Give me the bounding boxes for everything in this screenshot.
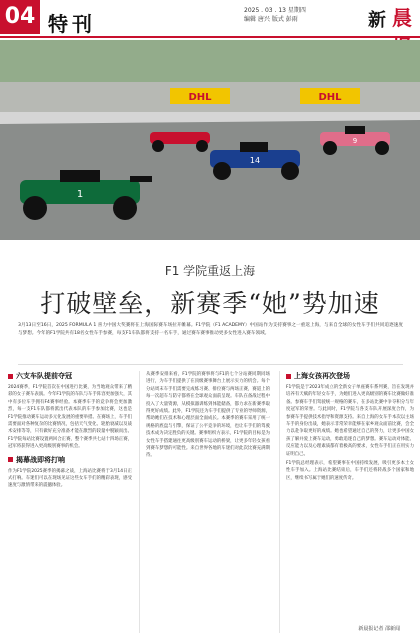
car-number-lead: 1 — [76, 189, 84, 200]
car-number-third: 9 — [352, 137, 358, 145]
column-divider-1 — [139, 371, 140, 633]
subheading-marker-icon — [8, 374, 13, 379]
column-1-body: 2024赛季，F1学院首次在中国进行比赛，为当地观众带来了精彩的女子赛车表演。今年F1学院的车队与车手阵容更加强大，其中有多位车手拥有F4赛事经验。本赛季车手的竞争将会更加激烈，每一支F1车队都将派出代表本队的车手参加比赛，这也是F1学院推动赛车运动多元化发展的重要举措。在赛场上，车手们需要面对各种复杂的比赛情况，包括天气变化、轮胎衰减以及战术安排等等，只有做好充分准备才能在激烈的较量中脱颖而出。F1学院每站比赛设置两回合正赛，整个赛季共七站十四场正赛，冠军将获得进入更高级别赛事的机会。 — [8, 385, 132, 450]
header-rule — [0, 36, 420, 38]
lead-separator — [18, 364, 403, 365]
car-number-second: 14 — [249, 156, 261, 165]
newspaper-logo — [368, 2, 416, 32]
subheading-2 — [8, 455, 132, 465]
subheading-marker-icon — [286, 374, 291, 379]
sponsor-board-text-2: DHL — [318, 92, 342, 103]
logo-left-text: 新 — [368, 10, 386, 31]
column-3-body: F1学院是于2023年成立的全新女子单座赛车系列赛，旨在发现并培养有天赋的年轻女车手，为她们进入更高级别的赛车比赛做好准备。参赛车手们驾驶统一规格的赛车，在多站比赛中争夺积分与年度冠军的荣誉。与此同时，F1学院与各支车队开展深度合作，为参赛车手提供技术指导和资源支持。来自上海的女车手本次以主场车手的身份出战，她表示非常荣幸能够在家乡观众面前比赛，会全力以赴争取更好的成绩。她也希望通过自己的努力，让更多中国女孩了解并爱上赛车运动，勇敢追逐自己的梦想。赛车运动对体能、反应能力以及心理素质都有着极高的要求，女性车手们正在用实力证明自己。 — [286, 385, 414, 457]
trees-band — [0, 40, 420, 82]
column-2-body: 从赛季安排来看，F1学院的赛事将与F1的七个分站赛同期同场进行，为车手们提供了在顶级赛事舞台上展示实力的机会。每个分站周末车手们需要完成练习赛、排位赛与两场正赛，赛道上的每一次超车与防守都将在全球观众面前呈现。车队在备战过程中投入了大量资源，从模拟器训练到体能储备，都力求在新赛季取得更好成绩。此外，F1学院还为车手们提供了专业的导师资源，帮助她们在技术和心理层面全面成长。本赛季的赛车采用了统一规格的底盘与引擎，保证了公平竞争的环境，也让车手们的驾驶技术成为决定胜负的关键。赛事组织方表示，F1学院的目标是为女性车手搭建通往更高级别赛车运动的桥梁，让更多年轻女孩看到赛车梦想的可能性。来自世界各地的车迷们对此次比赛充满期待。 — [146, 372, 270, 459]
subheading-3-text: 上海女孩再次登场 — [294, 372, 350, 380]
article-byline: 新晨报记者 邵新闻 — [358, 626, 400, 632]
subheading-1 — [8, 371, 132, 381]
issue-editor: 编辑 唐兴 版式 彭雨 — [244, 16, 298, 23]
article-headline: 打破壁垒，新赛季“她”势加速 — [40, 289, 380, 318]
subheading-1-text: 六支车队提前夺冠 — [16, 372, 72, 380]
page-number: 04 — [0, 0, 40, 34]
race-photo — [0, 40, 420, 240]
column-divider-2 — [279, 371, 280, 633]
issue-date: 2025 . 03 . 13 星期四 — [244, 7, 306, 14]
article-lead: 3月13日至16日，2025 FORMULA 1 喜力中国大奖赛将在上海国际赛车场拉开帷幕。F1学院（F1 ACADEMY）中国站作为支持赛事之一重返上海，与来自全球的女性车手们共同追逐速度与梦想。今年的F1学院共有18名女性车手参赛，每支F1车队都将支持一名车手，通过赛车赛事推动更多女性进入赛车领域。 — [18, 323, 403, 336]
subheading-marker-icon — [8, 457, 13, 462]
article-column-2 — [146, 371, 270, 460]
section-title: 特刊 — [48, 12, 96, 36]
logo-right-text: 晨 — [392, 6, 412, 30]
column-1-body-2: 作为F1学院2025赛季的揭幕之战，上海站比赛将于3月14日正式打响。车迷们可以在现场见证这些女车手们的精彩表现，感受速度与激情带来的震撼体验。 — [8, 468, 132, 489]
article-column-3 — [286, 371, 414, 482]
sponsor-board-text: DHL — [188, 92, 212, 103]
article-column-1 — [8, 371, 132, 490]
article-kicker: F1 学院重返上海 — [164, 264, 256, 278]
column-3-body-2: F1学院总经理表示，希望赛事在中国持续发展，吸引更多本土女性车手加入。上海站比赛结束后，车手们还将转战多个国家和地区，继续书写属于她们的速度传奇。 — [286, 461, 414, 481]
issue-meta — [244, 6, 364, 24]
subheading-3 — [286, 371, 414, 381]
subheading-2-text: 揭幕战即将打响 — [16, 455, 65, 464]
race-photo-illustration — [0, 40, 420, 240]
